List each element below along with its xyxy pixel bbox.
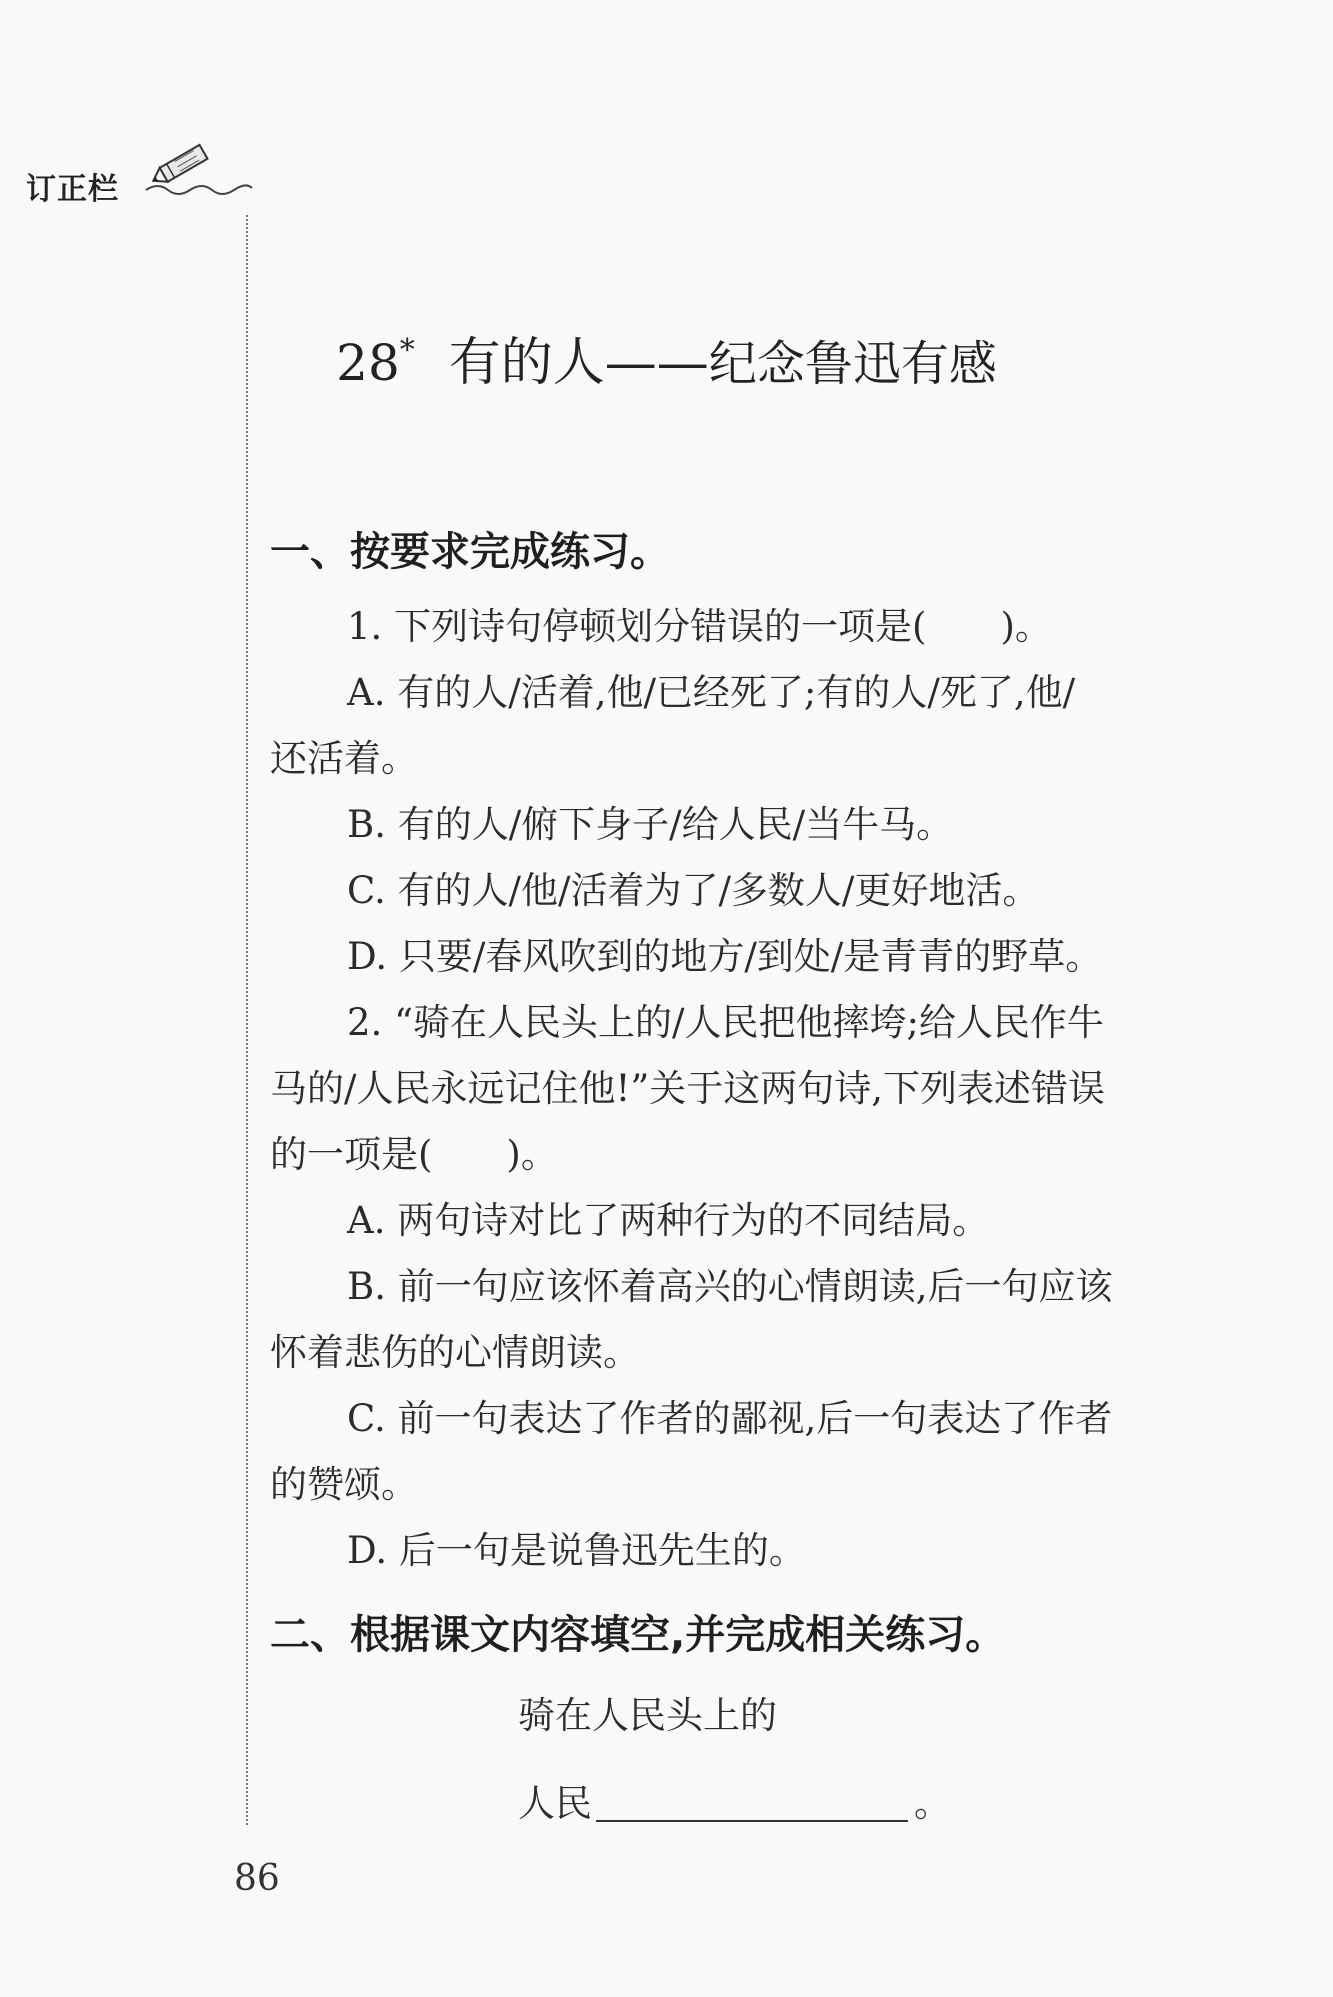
question-2-option-c: C. 前一句表达了作者的鄙视,后一句表达了作者 (347, 1397, 1113, 1440)
question-2-option-c-cont: 的赞颂。 (270, 1463, 418, 1506)
correction-label: 订正栏 (26, 172, 119, 207)
section-2-heading: 二、根据课文内容填空,并完成相关练习。 (270, 1612, 1006, 1658)
question-1-option-a-cont: 还活着。 (270, 737, 418, 780)
question-2-option-d: D. 后一句是说鲁迅先生的。 (347, 1529, 806, 1572)
question-2-stem-cont-1: 马的/人民永远记住他!”关于这两句诗,下列表述错误 (270, 1067, 1106, 1110)
question-1-option-c: C. 有的人/他/活着为了/多数人/更好地活。 (347, 869, 1040, 912)
lesson-subtitle: 纪念鲁迅有感 (708, 336, 997, 392)
question-2-stem: 2. “骑在人民头上的/人民把他摔垮;给人民作牛 (347, 1001, 1104, 1044)
lesson-title (0, 320, 1333, 395)
verse-line-2 (518, 1773, 951, 1827)
verse-line-1: 骑在人民头上的 (518, 1694, 777, 1737)
question-1-option-d: D. 只要/春风吹到的地方/到处/是青青的野草。 (347, 935, 1103, 978)
question-1-option-a: A. 有的人/活着,他/已经死了;有的人/死了,他/ (347, 671, 1076, 714)
margin-dotted-line (246, 215, 248, 1825)
lesson-star: * (399, 333, 415, 368)
fill-in-blank[interactable] (596, 1820, 908, 1822)
verse-line-2-end: 。 (914, 1782, 951, 1825)
question-1-option-b: B. 有的人/俯下身子/给人民/当牛马。 (347, 803, 954, 846)
correction-column (26, 140, 246, 220)
pencil-icon (144, 140, 254, 200)
question-1-stem: 1. 下列诗句停顿划分错误的一项是( )。 (347, 605, 1052, 648)
verse-line-2-text: 人民 (518, 1782, 592, 1825)
question-2-option-a: A. 两句诗对比了两种行为的不同结局。 (347, 1199, 990, 1242)
page-number: 86 (234, 1858, 280, 1899)
section-1-heading: 一、按要求完成练习。 (270, 529, 670, 575)
question-2-option-b: B. 前一句应该怀着高兴的心情朗读,后一句应该 (347, 1265, 1113, 1308)
question-2-option-b-cont: 怀着悲伤的心情朗读。 (270, 1331, 640, 1374)
lesson-number: 28 (336, 334, 400, 392)
question-2-stem-cont-2: 的一项是( )。 (270, 1133, 558, 1176)
lesson-title-main: 有的人—— (448, 333, 709, 393)
